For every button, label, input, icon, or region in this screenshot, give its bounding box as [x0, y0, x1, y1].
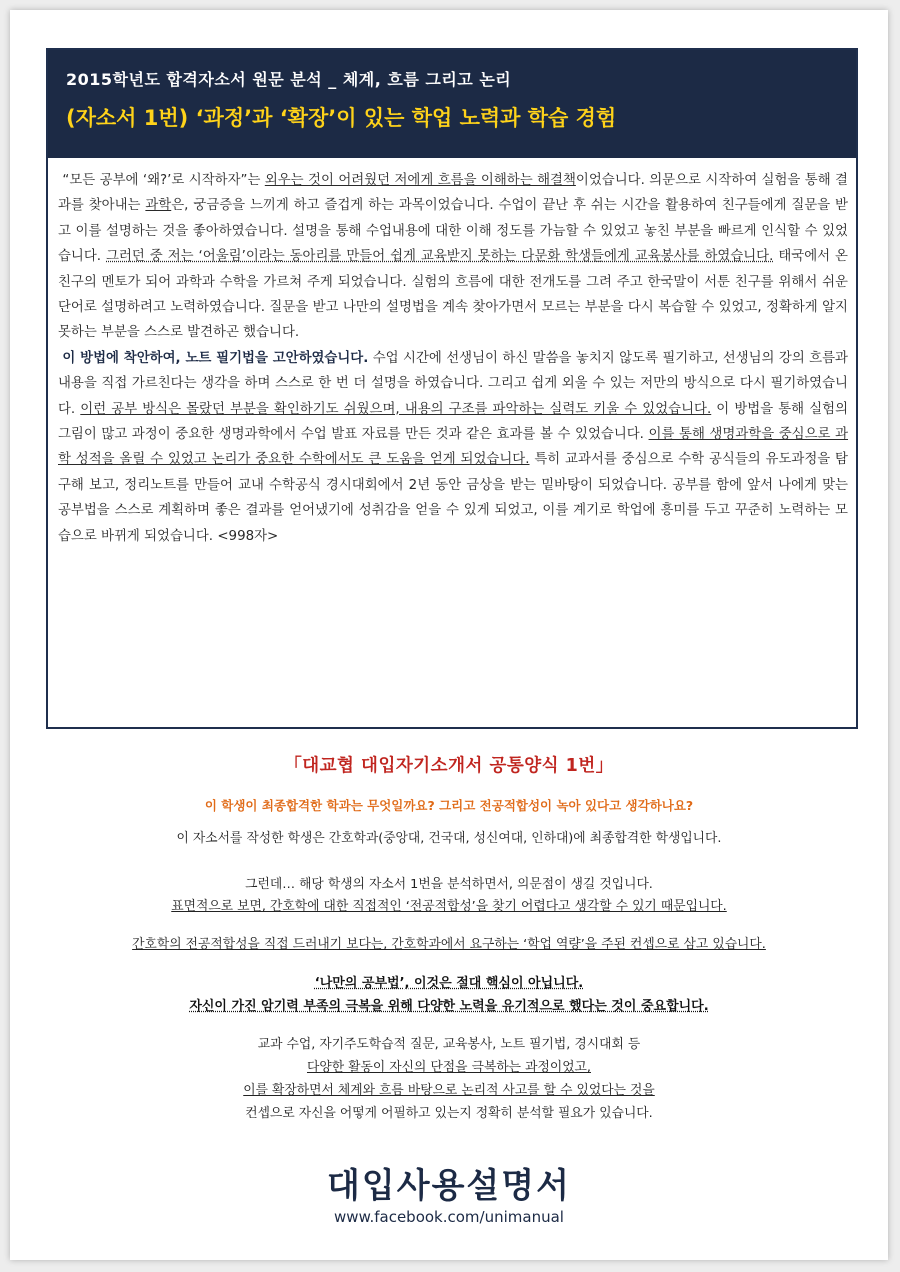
- essay-header: [48, 50, 856, 158]
- text-run: 특히 교과서를 중심으로 수학 공식들의 유도과정을 탐구해 보고, 정리노트를 만들어 교내 수학공식 경시대회에서 2년 동안 금상을 받는 밑바탕이 되었습니다. 공부를 함에 앞서 나에게 맞는 공부법을 스스로 계획하며 좋은 결과를 얻어냈기에 성취감을 얻을 수 있게 되었고, 이를 계기로 학업에 흥미를 두고 꾸준히 노력하는 모습으로 바뀌게 되었습니다.: [58, 452, 848, 544]
- underlined-text: 이런 공부 방식은 몰랐던 부분을 확인하기도 쉬웠으며, 내용의 구조를 파악하는 실력도 키울 수 있었습니다.: [80, 401, 712, 417]
- bold-text: 이 방법에 착안하여, 노트 필기법을 고안하였습니다.: [62, 350, 369, 366]
- essay-box: [46, 48, 858, 729]
- essay-paragraph-1: [58, 168, 848, 346]
- closing-line-2: [10, 1057, 888, 1079]
- underlined-text: 이를 확장하면서 체계와 흐름 바탕으로 논리적 사고를 할 수 있었다는 것을: [243, 1083, 655, 1098]
- text-run: 수업 시간에 선생님이 하신 말씀을 놓치지 않도록 필기하고, 선생님의 강의 흐름과 내용을 직접 가르친다는 생각을 하며 스스로 한 번 더 설명을 하였습니다. 그리고 쉽게 외울 수 있는 저만의 방식으로 다시 필기하였습니다.: [58, 350, 848, 417]
- section-title: 「대교협 대입자기소개서 공통양식 1번」: [284, 756, 614, 776]
- concept-line: [10, 934, 888, 956]
- text-run: 이었습니다. 의문으로 시작하여 실험을 통해 결과를 찾아내는: [58, 173, 848, 214]
- closing-line-1: 교과 수업, 자기주도학습적 질문, 교육봉사, 노트 필기법, 경시대회 등: [257, 1037, 641, 1052]
- text-run: 은, 궁금증을 느끼게 하고 즐겁게 하는 과목이었습니다. 수업이 끝난 후 쉬는 시간을 활용하여 친구들에게 질문을 받고 이를 설명하는 것을 좋아하였습니다. 설명을 통해 수업내용에 대한 이해 정도를 가늠할 수 있었고 놓친 부분을 빠르게 인식할 수 있었습니다.: [58, 198, 848, 265]
- underlined-text: ‘나만의 공부법’, 이것은 절대 핵심이 아닙니다.: [314, 976, 584, 991]
- question-text: 이 학생이 최종합격한 학과는 무엇일까요? 그리고 전공적합성이 녹아 있다고 생각하나요?: [204, 798, 694, 813]
- key-line-1: [10, 972, 888, 995]
- underlined-text: 간호학의 전공적합성을 직접 드러내기 보다는, 간호학과에서 요구하는 ‘학업 역량’을 주된 컨셉으로 삼고 있습니다.: [132, 937, 766, 952]
- answer-text: 이 자소서를 작성한 학생은 간호학과(중앙대, 건국대, 성신여대, 인하대)에 최종합격한 학생입니다.: [176, 831, 722, 846]
- essay-body: [48, 158, 856, 549]
- header-subtitle: 2015학년도 합격자소서 원문 분석 _ 체계, 흐름 그리고 논리: [66, 70, 512, 89]
- brand-logo-text: 대입사용설명서: [327, 1166, 571, 1206]
- underlined-text: 자신이 가진 암기력 부족의 극복을 위해 다양한 노력을 유기적으로 했다는 것이 중요합니다.: [189, 999, 709, 1014]
- text-run: 태국에서 온 친구의 멘토가 되어 과학과 수학을 가르쳐 주게 되었습니다. 실험의 흐름에 대한 전개도를 그려 주고 한국말이 서툰 친구를 위해서 쉬운 단어로 설명하려고 노력하였습니다. 질문을 받고 나만의 설명법을 계속 찾아가면서 모르는 부분을 다시 복습할 수 있었고, 정확하게 알지 못하는 부분을 스스로 발견하곤 했습니다.: [58, 249, 848, 341]
- doubt-line-1: 그런데… 해당 학생의 자소서 1번을 분석하면서, 의문점이 생길 것입니다.: [245, 877, 653, 892]
- text-run: “모든 공부에 ‘왜?’로 시작하자”는: [62, 173, 265, 188]
- underlined-text: 과학: [145, 198, 172, 214]
- doubt-line-2: [10, 896, 888, 918]
- header-title: (자소서 1번) ‘과정’과 ‘확장’이 있는 학업 노력과 학습 경험: [66, 106, 617, 130]
- underlined-text: 다양한 활동이 자신의 단점을 극복하는 과정이었고,: [306, 1060, 591, 1075]
- closing-line-4: 컨셉으로 자신을 어떻게 어필하고 있는지 정확히 분석할 필요가 있습니다.: [245, 1106, 653, 1121]
- text-run: 이 방법을 통해 실험의 그림이 많고 과정이 중요한 생명과학에서 수업 발표 자료를 만든 것과 같은 효과를 볼 수 있었습니다.: [58, 401, 848, 443]
- key-line-2: [10, 995, 888, 1018]
- essay-paragraph-2: [58, 346, 848, 549]
- character-count: <998자>: [217, 528, 279, 544]
- underlined-text: 표면적으로 보면, 간호학에 대한 직접적인 ‘전공적합성’을 찾기 어렵다고 생각할 수 있기 때문입니다.: [171, 899, 727, 914]
- underlined-text: 그러던 중 저는 ‘어울림’이라는 동아리를 만들어 쉽게 교육받지 못하는 다문화 학생들에게 교육봉사를 하였습니다.: [106, 249, 774, 265]
- underlined-text: 외우는 것이 어려웠던 저에게 흐름을 이해하는 해결책: [264, 173, 576, 188]
- document-page: [10, 10, 888, 1260]
- underlined-text: 이를 통해 생명과학을 중심으로 과학 성적을 올릴 수 있었고 논리가 중요한 수학에서도 큰 도움을 얻게 되었습니다.: [58, 427, 849, 468]
- facebook-url[interactable]: www.facebook.com/unimanual: [334, 1208, 564, 1226]
- closing-line-3: [10, 1080, 888, 1102]
